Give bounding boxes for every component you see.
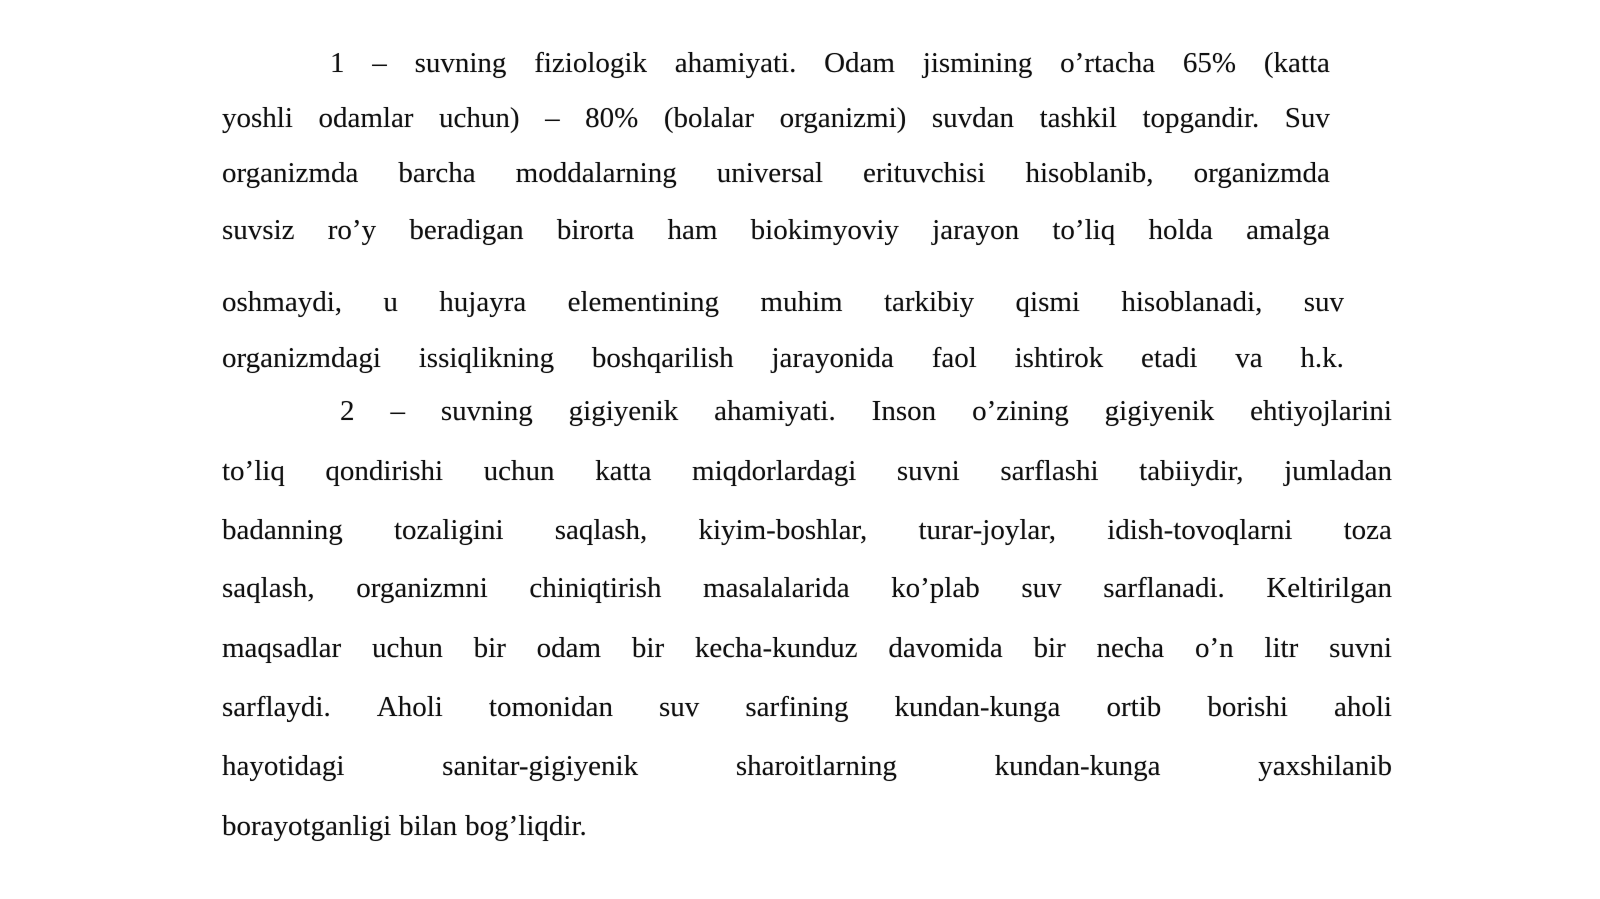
word: tomonidan [488,691,613,723]
word: kundan-kunga [894,691,1061,723]
word: ahamiyati. [714,395,836,427]
word: badanning [222,514,343,546]
word: odam [536,632,602,664]
text-line [222,689,1392,725]
word: yoshli [222,102,293,134]
text-line [222,212,1330,248]
word: 80% [585,102,639,134]
word: sanitar-gigiyenik [442,750,639,782]
word: boshqarilish [591,342,734,374]
word: jarayon [932,214,1020,246]
text-line [222,100,1330,136]
word: saqlash, [554,514,648,546]
word: sharoitlarning [735,750,897,782]
word: suvning [440,395,533,427]
word: jismining [922,47,1033,79]
word: suvni [896,455,960,487]
word: kecha-kunduz [694,632,858,664]
word: suvni [1329,632,1392,664]
word: aholi [1333,691,1392,723]
word: suvsiz [222,214,295,246]
word: ahamiyati. [674,47,797,79]
word: tozaligini [393,514,504,546]
text-line [222,284,1344,320]
word: bir [1033,632,1066,664]
word: o’zining [972,395,1069,427]
text-line [222,748,1392,784]
word: bilan [399,810,458,842]
word: hisoblanib, [1025,157,1154,189]
word: – [372,47,387,79]
text-line [222,453,1392,489]
word: borayotganligi [222,810,392,842]
word: to’liq [222,455,285,487]
word: erituvchisi [863,157,986,189]
word: davomida [888,632,1003,664]
word: – [545,102,560,134]
word: suvdan [931,102,1015,134]
word: o’rtacha [1060,47,1156,79]
word: 2 [340,395,355,427]
text-line [222,155,1330,191]
word: tashkil [1039,102,1117,134]
word: organizmdagi [222,342,381,374]
word: muhim [760,286,843,318]
word: qondirishi [325,455,444,487]
word: odamlar [318,102,414,134]
word: jumladan [1284,455,1392,487]
word: ro’y [327,214,377,246]
word: o’n [1194,632,1234,664]
word: issiqlikning [418,342,555,374]
word: oshmaydi, [222,286,343,318]
text-line [222,808,1392,844]
text-line [222,630,1392,666]
word: toza [1343,514,1392,546]
word: faol [931,342,977,374]
word: kundan-kunga [994,750,1161,782]
word: saqlash, [222,572,315,604]
word: suv [1303,286,1344,318]
word: (bolalar [663,102,755,134]
word: birorta [556,214,635,246]
word: topgandir. [1142,102,1260,134]
word: beradigan [409,214,524,246]
word: amalga [1246,214,1330,246]
word: fiziologik [534,47,647,79]
word: etadi [1141,342,1198,374]
text-line [222,340,1344,376]
word: (katta [1263,47,1330,79]
word: sarflanadi. [1103,572,1225,604]
word: barcha [398,157,476,189]
text-line [222,570,1392,606]
word: Keltirilgan [1266,572,1392,604]
word: moddalarning [515,157,677,189]
word: holda [1148,214,1213,246]
word: u [383,286,398,318]
word: Aholi [376,691,443,723]
word: idish-tovoqlarni [1107,514,1293,546]
word: universal [716,157,824,189]
word: Odam [824,47,895,79]
word: tabiiydir, [1139,455,1244,487]
word: ham [667,214,718,246]
word: Suv [1284,102,1330,134]
text-line [222,512,1392,548]
word: katta [595,455,652,487]
word: biokimyoviy [750,214,899,246]
word: bir [473,632,506,664]
word: maqsadlar [222,632,342,664]
word: uchun [483,455,555,487]
word: chiniqtirish [529,572,662,604]
word: organizmda [222,157,359,189]
word: litr [1264,632,1299,664]
word: organizmi) [779,102,907,134]
word: 1 [330,47,345,79]
word: sarflaydi. [222,691,331,723]
word: yaxshilanib [1258,750,1392,782]
word: jarayonida [771,342,894,374]
word: masalalarida [703,572,850,604]
word: to’liq [1052,214,1116,246]
word: organizmni [356,572,488,604]
word: borishi [1207,691,1288,723]
word: elementining [567,286,720,318]
word: gigiyenik [1104,395,1215,427]
text-line [330,45,1330,81]
word: tarkibiy [883,286,975,318]
word: hujayra [439,286,527,318]
word: gigiyenik [568,395,679,427]
word: hisoblanadi, [1121,286,1263,318]
word: qismi [1015,286,1080,318]
word: ehtiyojlarini [1250,395,1392,427]
word: miqdorlardagi [692,455,857,487]
text-line [340,393,1392,429]
word: h.k. [1300,342,1344,374]
word: ko’plab [891,572,980,604]
word: ortib [1106,691,1162,723]
word: hayotidagi [222,750,345,782]
word: ishtirok [1014,342,1104,374]
word: suv [1021,572,1062,604]
word: turar-joylar, [918,514,1057,546]
word: Inson [871,395,937,427]
word: suvning [414,47,507,79]
word: kiyim-boshlar, [698,514,868,546]
word: 65% [1182,47,1237,79]
word: sarfining [745,691,849,723]
word: va [1235,342,1263,374]
word: bog’liqdir. [465,810,587,842]
word: suv [659,691,700,723]
word: bir [631,632,665,664]
word: uchun [371,632,443,664]
word: uchun) [439,102,520,134]
word: sarflashi [1000,455,1099,487]
word: – [390,395,405,427]
word: necha [1096,632,1165,664]
word: organizmda [1193,157,1330,189]
